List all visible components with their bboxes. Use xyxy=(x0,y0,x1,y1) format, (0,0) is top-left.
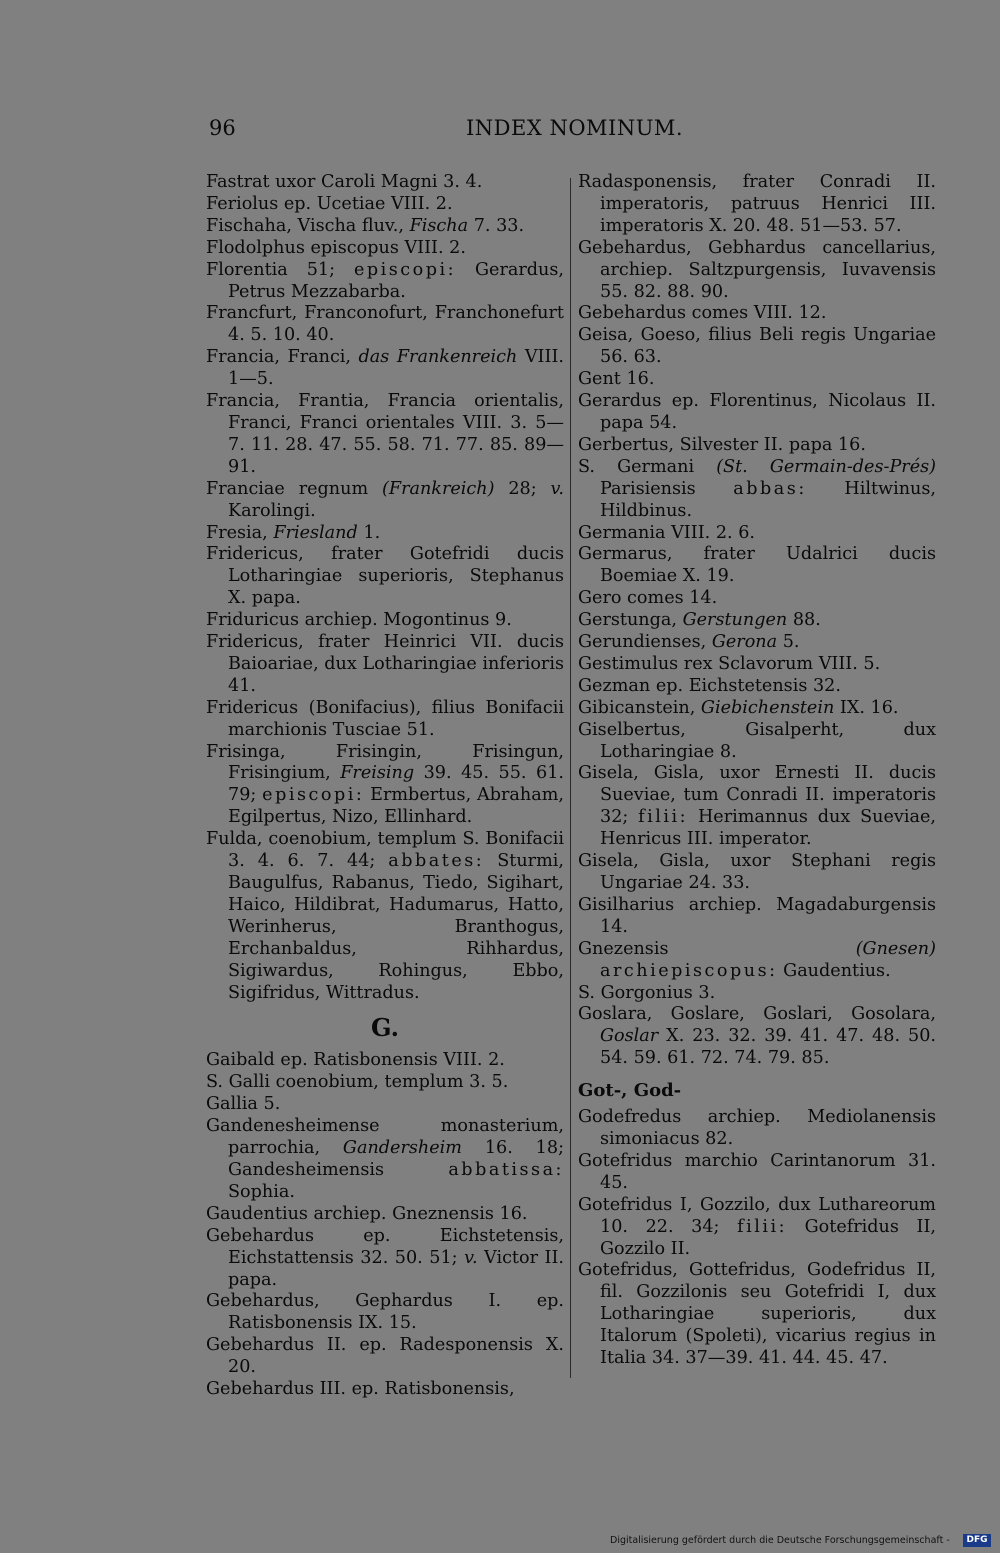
entry-text: Gaibald ep. Ratisbonensis VIII. 2. xyxy=(206,1050,505,1071)
entry-text: Gisilharius archiep. Magadaburgensis 14. xyxy=(578,894,936,937)
spaced-text: archiepiscopus: xyxy=(600,960,778,981)
entry-text: Parisiensis xyxy=(600,478,734,499)
running-head: INDEX NOMINUM. xyxy=(466,116,684,140)
entry-text: Fridericus, frater Heinrici VII. ducis Baioariae, dux Lotharingiae inferioris 41. xyxy=(206,632,564,696)
entry-text: VIII. 1—5. xyxy=(228,347,564,390)
entry-text: Gisela, Gisla, uxor Stephani regis Ungariae 24. 33. xyxy=(578,851,936,893)
entry-text: Fastrat uxor Caroli Magni 3. 4. xyxy=(206,172,483,192)
index-entry xyxy=(578,1004,936,1070)
entry-text: Gerstunga, xyxy=(578,610,683,631)
index-entry xyxy=(578,763,936,851)
spaced-text: abbates: xyxy=(388,851,485,872)
entry-text: Gaudentius archiep. Gneznensis 16. xyxy=(206,1203,528,1224)
entry-text: Germarus, frater Udalrici ducis Boemiae X. 19. xyxy=(578,544,936,587)
index-entry xyxy=(206,1050,564,1072)
index-entry xyxy=(206,1204,564,1226)
index-entry xyxy=(206,610,564,632)
entry-text: Gero comes 14. xyxy=(578,588,718,609)
index-entry xyxy=(578,303,936,325)
entry-text: Feriolus ep. Ucetiae VIII. 2. xyxy=(206,193,453,214)
entry-text: 28; xyxy=(494,478,551,499)
entry-text: Geisa, Goeso, filius Beli regis Ungariae 56. 63. xyxy=(578,325,936,368)
italic-text: Giebichenstein xyxy=(700,697,835,718)
index-entry xyxy=(578,588,936,610)
index-entry xyxy=(206,742,564,830)
entry-text: Giselbertus, Gisalperht, dux Lotharingiae 8. xyxy=(578,719,936,762)
entry-text: Gebehardus II. ep. Radesponensis X. 20. xyxy=(206,1335,564,1378)
spaced-text: abbas: xyxy=(733,478,807,499)
index-entry xyxy=(578,523,936,545)
italic-text: (Frankreich) xyxy=(382,478,495,499)
entry-text: Germania VIII. 2. 6. xyxy=(578,522,755,543)
index-entry xyxy=(578,676,936,698)
index-entry xyxy=(578,983,936,1005)
index-entry xyxy=(206,1116,564,1204)
italic-text: Fischa xyxy=(409,215,469,236)
index-entry xyxy=(206,172,564,194)
entry-text: Godefredus archiep. Mediolanensis simoniacus 82. xyxy=(578,1107,936,1149)
italic-text: das Frankenreich xyxy=(358,347,518,368)
index-entry xyxy=(578,457,936,523)
sub-heading xyxy=(578,1080,936,1102)
entry-text: IX. 16. xyxy=(834,697,899,718)
index-entry xyxy=(206,829,564,1004)
index-entry xyxy=(578,238,936,304)
index-entry xyxy=(578,632,936,654)
italic-text: Friesland xyxy=(273,522,358,543)
entry-text: Gent 16. xyxy=(578,369,655,390)
index-entry xyxy=(206,1379,564,1401)
entry-text: Gotefridus marchio Carintanorum 31. 45. xyxy=(578,1150,936,1193)
entry-text: Gebehardus comes VIII. 12. xyxy=(578,303,827,324)
italic-text: Gerstungen xyxy=(682,610,788,631)
entry-text: Gebehardus, Gephardus I. ep. Ratisbonensis IX. 15. xyxy=(206,1291,564,1334)
right-column xyxy=(578,172,936,1370)
entry-text: S. Galli coenobium, templum 3. 5. xyxy=(206,1072,509,1093)
page-number: 96 xyxy=(209,116,236,140)
entry-text: Gnezensis xyxy=(578,938,856,959)
entry-text: Fresia, xyxy=(206,522,274,543)
index-entry xyxy=(206,1094,564,1116)
entry-text: Gotefridus I, Gozzilo, dux Luthareorum 10. 22. 34; xyxy=(578,1194,936,1237)
italic-text: Gandersheim xyxy=(342,1138,462,1159)
entry-text: 16. 18; Gandesheimensis xyxy=(228,1138,564,1180)
index-entry xyxy=(206,479,564,523)
entry-text: Flodolphus episcopus VIII. 2. xyxy=(206,237,466,258)
entry-text: Gaudentius. xyxy=(777,960,891,981)
index-entry xyxy=(206,238,564,260)
entry-text: Sturmi, Baugulfus, Rabanus, Tiedo, Sigihart, Haico, Hildibrat, Hadumarus, Hatto, Werinherus, Branthogus, Erchanbaldus, Rihhardus, Sigiwardus, Rohingus, Ebbo, Sigifridus, Wittradus. xyxy=(228,851,564,1003)
index-entry xyxy=(578,654,936,676)
left-column xyxy=(206,172,564,1401)
entry-text: Gebehardus III. ep. Ratisbonensis, xyxy=(206,1379,515,1400)
entry-text: Gisela, Gisla, uxor Ernesti II. ducis Sueviae, tum Conradi II. imperatoris 32; xyxy=(578,763,936,828)
italic-text: v. xyxy=(550,478,564,499)
entry-text: S. Germani xyxy=(578,456,717,477)
index-entry xyxy=(578,435,936,457)
index-entry xyxy=(578,391,936,435)
entry-text: Gerundienses, xyxy=(578,632,712,653)
index-entry xyxy=(206,194,564,216)
entry-text: Gibicanstein, xyxy=(578,697,701,718)
entry-text: Goslara, Goslare, Goslari, Gosolara, xyxy=(578,1004,936,1025)
entry-text: Ermbertus, Abraham, Egilpertus, Nizo, Ellinhard. xyxy=(228,785,564,828)
entry-text: Gerbertus, Silvester II. papa 16. xyxy=(578,434,866,455)
index-entry xyxy=(578,325,936,369)
entry-text: Victor II. papa. xyxy=(228,1247,564,1290)
entry-text: Gerardus ep. Florentinus, Nicolaus II. papa 54. xyxy=(578,391,936,433)
dfg-logo: DFG xyxy=(963,1534,991,1547)
index-entry xyxy=(578,610,936,632)
italic-text: Gerona xyxy=(711,632,778,653)
index-entry xyxy=(206,523,564,545)
entry-text: Gestimulus rex Sclavorum VIII. 5. xyxy=(578,653,881,674)
index-entry xyxy=(578,895,936,939)
entry-text: Radasponensis, frater Conradi II. imperatoris, patruus Henrici III. imperatoris X. 20. 48. 51—53. 57. xyxy=(578,172,936,236)
entry-text: Gebehardus, Gebhardus cancellarius, archiep. Saltzpurgensis, Iuvavensis 55. 82. 88. 90. xyxy=(578,237,936,302)
entry-text: Gezman ep. Eichstetensis 32. xyxy=(578,675,841,696)
italic-text: Freising xyxy=(340,763,415,784)
index-entry xyxy=(206,1072,564,1094)
index-entry xyxy=(206,347,564,391)
entry-text: Fridericus (Bonifacius), filius Bonifacii marchionis Tusciae 51. xyxy=(206,697,564,740)
entry-text: Francfurt, Franconofurt, Franchonefurt 4. 5. 10. 40. xyxy=(206,303,564,346)
entry-text: Sophia. xyxy=(228,1181,295,1202)
entry-text: Fridericus, frater Gotefridi ducis Lotharingiae superioris, Stephanus X. papa. xyxy=(206,544,564,609)
index-entry xyxy=(578,698,936,720)
index-entry xyxy=(578,1151,936,1195)
index-entry xyxy=(206,391,564,479)
italic-text: (Gnesen) xyxy=(855,938,936,959)
index-entry xyxy=(578,851,936,895)
entry-text: Florentia 51; xyxy=(206,259,354,280)
entry-text: Gerardus, Petrus Mezzabarba. xyxy=(228,259,564,302)
entry-text: Gallia 5. xyxy=(206,1094,281,1115)
entry-text: 39. 45. 55. 61. 79; xyxy=(228,763,564,806)
entry-text: Got-, God- xyxy=(578,1080,682,1102)
index-entry xyxy=(206,544,564,610)
index-entry xyxy=(206,303,564,347)
spaced-text: abbatissa: xyxy=(448,1159,564,1180)
entry-text: Gebehardus ep. Eichstetensis, Eichstattensis 32. 50. 51; xyxy=(206,1225,564,1268)
column-rule xyxy=(570,178,571,1378)
index-entry xyxy=(578,720,936,764)
entry-text: 7. 33. xyxy=(468,215,525,236)
index-entry xyxy=(206,1226,564,1292)
index-entry xyxy=(578,1195,936,1261)
index-entry xyxy=(578,1107,936,1151)
footer-credit: Digitalisierung gefördert durch die Deutsche Forschungsgemeinschaft - xyxy=(610,1535,950,1546)
italic-text: (St. Germain-des-Prés) xyxy=(716,456,936,477)
entry-text: 5. xyxy=(777,632,800,653)
entry-text: Herimannus dux Sueviae, Henricus III. imperator. xyxy=(600,807,936,850)
entry-text: Karolingi. xyxy=(228,500,316,521)
index-entry xyxy=(206,698,564,742)
index-entry xyxy=(206,216,564,238)
entry-text: 88. xyxy=(787,610,821,631)
index-entry xyxy=(578,1260,936,1370)
entry-text: Fischaha, Vischa fluv., xyxy=(206,215,410,236)
entry-text: Francia, Frantia, Francia orientalis, Franci, Franci orientales VIII. 3. 5—7. 11. 28. 47. 55. 58. 71. 77. 85. 89—91. xyxy=(206,391,564,477)
entry-text: Gandenesheimense monasterium, parrochia, xyxy=(206,1116,564,1159)
index-entry-continued xyxy=(578,172,936,238)
index-entry xyxy=(578,544,936,588)
entry-text: 1. xyxy=(357,522,381,543)
entry-text: Hiltwinus, Hildbinus. xyxy=(600,478,937,521)
entry-text: Francia, Franci, xyxy=(206,347,359,368)
spaced-text: episcopi: xyxy=(353,259,457,280)
entry-text: Frisinga, Frisingin, Frisingun, Frisingium, xyxy=(206,741,564,784)
index-entry xyxy=(206,1291,564,1335)
italic-text: v. xyxy=(464,1247,478,1268)
index-entry xyxy=(578,939,936,983)
entry-text: Franciae regnum xyxy=(206,478,382,499)
spaced-text: filii: xyxy=(638,807,689,828)
index-entry xyxy=(206,632,564,698)
index-entry xyxy=(206,260,564,304)
entry-text: Gotefridus II, Gozzilo II. xyxy=(600,1216,936,1259)
index-entry xyxy=(578,369,936,391)
index-entry xyxy=(206,1335,564,1379)
entry-text: Friduricus archiep. Mogontinus 9. xyxy=(206,610,512,631)
entry-text: Gotefridus, Gottefridus, Godefridus II, fil. Gozzilonis seu Gotefridi I, dux Lotharingiae superioris, dux Italorum (Spoleti), vicarius regius in Italia 34. 37—39. 41. 44. 45. 47. xyxy=(578,1260,936,1369)
section-heading xyxy=(206,1015,564,1041)
spaced-text: filii: xyxy=(737,1216,788,1237)
entry-text: S. Gorgonius 3. xyxy=(578,982,716,1003)
entry-text: X. 23. 32. 39. 41. 47. 48. 50. 54. 59. 61. 72. 74. 79. 85. xyxy=(600,1026,936,1069)
spaced-text: episcopi: xyxy=(262,785,365,806)
italic-text: Goslar xyxy=(600,1026,659,1047)
entry-text: Fulda, coenobium, templum S. Bonifacii 3. 4. 6. 7. 44; xyxy=(206,829,564,872)
entry-text: G. xyxy=(371,1013,399,1043)
